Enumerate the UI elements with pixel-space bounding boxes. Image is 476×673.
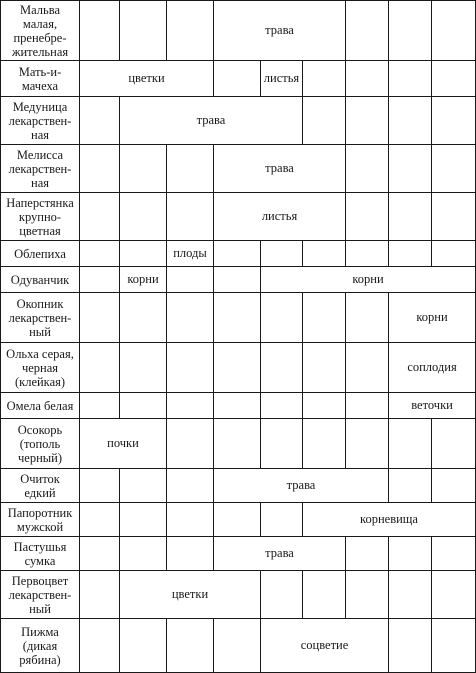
empty-cell: [80, 241, 120, 267]
table-row: [1, 193, 476, 241]
empty-cell: [167, 193, 214, 241]
empty-cell: [120, 343, 167, 393]
empty-cell: [261, 241, 303, 267]
empty-cell: [214, 619, 261, 673]
empty-cell: [432, 1, 476, 61]
empty-cell: [214, 503, 261, 537]
table-row: [1, 393, 476, 419]
plant-part-cell: листья: [261, 61, 303, 97]
empty-cell: [261, 393, 303, 419]
empty-cell: [80, 537, 120, 571]
table-row: [1, 419, 476, 469]
empty-cell: [214, 393, 261, 419]
plant-part-cell: корневища: [303, 503, 476, 537]
empty-cell: [167, 419, 214, 469]
empty-cell: [303, 571, 346, 619]
empty-cell: [346, 343, 389, 393]
empty-cell: [389, 193, 432, 241]
plant-name-cell: Одуванчик: [1, 267, 80, 293]
empty-cell: [80, 193, 120, 241]
empty-cell: [432, 241, 476, 267]
empty-cell: [80, 393, 120, 419]
empty-cell: [214, 343, 261, 393]
plant-name-cell: Омела белая: [1, 393, 80, 419]
empty-cell: [303, 97, 346, 145]
empty-cell: [346, 393, 389, 419]
plant-name-cell: Наперстянка крупно- цветная: [1, 193, 80, 241]
plant-name-cell: Мелисса лекарствен- ная: [1, 145, 80, 193]
empty-cell: [167, 503, 214, 537]
empty-cell: [389, 1, 432, 61]
plant-name-cell: Папоротник мужской: [1, 503, 80, 537]
plant-name-cell: Пастушья сумка: [1, 537, 80, 571]
empty-cell: [80, 503, 120, 537]
table-row: [1, 503, 476, 537]
plant-part-cell: цветки: [120, 571, 261, 619]
empty-cell: [432, 419, 476, 469]
empty-cell: [432, 469, 476, 503]
empty-cell: [303, 241, 346, 267]
empty-cell: [389, 571, 432, 619]
empty-cell: [389, 145, 432, 193]
plant-part-cell: корни: [261, 267, 476, 293]
empty-cell: [167, 267, 214, 293]
plant-name-cell: Ольха серая, черная (клейкая): [1, 343, 80, 393]
empty-cell: [167, 343, 214, 393]
plant-name-cell: Первоцвет лекарствен- ный: [1, 571, 80, 619]
empty-cell: [261, 343, 303, 393]
empty-cell: [167, 293, 214, 343]
empty-cell: [432, 537, 476, 571]
empty-cell: [261, 571, 303, 619]
empty-cell: [120, 537, 167, 571]
plant-name-cell: Окопник лекарствен- ный: [1, 293, 80, 343]
plant-part-cell: цветки: [80, 61, 214, 97]
empty-cell: [120, 1, 167, 61]
plant-part-cell: трава: [120, 97, 303, 145]
table-row: [1, 343, 476, 393]
table-row: [1, 1, 476, 61]
empty-cell: [80, 1, 120, 61]
empty-cell: [214, 241, 261, 267]
empty-cell: [80, 469, 120, 503]
empty-cell: [303, 293, 346, 343]
plant-name-cell: Пижма (дикая рябина): [1, 619, 80, 673]
empty-cell: [432, 145, 476, 193]
table-row: [1, 571, 476, 619]
empty-cell: [120, 503, 167, 537]
empty-cell: [303, 61, 346, 97]
empty-cell: [167, 469, 214, 503]
empty-cell: [346, 419, 389, 469]
empty-cell: [389, 61, 432, 97]
empty-cell: [80, 97, 120, 145]
plant-name-cell: Облепиха: [1, 241, 80, 267]
empty-cell: [346, 293, 389, 343]
plant-name-cell: Медуница лекарствен- ная: [1, 97, 80, 145]
plant-part-cell: корни: [120, 267, 167, 293]
table-row: [1, 267, 476, 293]
empty-cell: [214, 293, 261, 343]
table-body: [1, 1, 476, 673]
empty-cell: [389, 419, 432, 469]
empty-cell: [346, 145, 389, 193]
empty-cell: [303, 393, 346, 419]
empty-cell: [120, 145, 167, 193]
plant-part-cell: трава: [214, 537, 346, 571]
empty-cell: [167, 145, 214, 193]
table-row: [1, 293, 476, 343]
table-row: [1, 61, 476, 97]
empty-cell: [389, 241, 432, 267]
empty-cell: [346, 1, 389, 61]
empty-cell: [432, 619, 476, 673]
empty-cell: [167, 1, 214, 61]
empty-cell: [389, 619, 432, 673]
empty-cell: [303, 343, 346, 393]
empty-cell: [346, 241, 389, 267]
empty-cell: [80, 343, 120, 393]
table-row: [1, 145, 476, 193]
plant-part-cell: трава: [214, 469, 389, 503]
empty-cell: [167, 537, 214, 571]
plant-part-cell: соцветие: [261, 619, 389, 673]
empty-cell: [214, 61, 261, 97]
empty-cell: [80, 571, 120, 619]
plant-name-cell: Очиток едкий: [1, 469, 80, 503]
empty-cell: [261, 419, 303, 469]
empty-cell: [346, 61, 389, 97]
empty-cell: [120, 469, 167, 503]
empty-cell: [346, 193, 389, 241]
empty-cell: [389, 537, 432, 571]
empty-cell: [120, 293, 167, 343]
table-row: [1, 97, 476, 145]
empty-cell: [80, 267, 120, 293]
empty-cell: [389, 97, 432, 145]
empty-cell: [120, 393, 167, 419]
plant-part-cell: веточки: [389, 393, 476, 419]
empty-cell: [214, 419, 261, 469]
plant-part-cell: плоды: [167, 241, 214, 267]
table-row: [1, 619, 476, 673]
plant-part-cell: трава: [214, 1, 346, 61]
empty-cell: [120, 193, 167, 241]
empty-cell: [167, 619, 214, 673]
empty-cell: [80, 145, 120, 193]
empty-cell: [120, 241, 167, 267]
table-row: [1, 537, 476, 571]
empty-cell: [167, 393, 214, 419]
empty-cell: [432, 61, 476, 97]
plant-part-cell: листья: [214, 193, 346, 241]
empty-cell: [432, 571, 476, 619]
plant-part-cell: трава: [214, 145, 346, 193]
empty-cell: [120, 619, 167, 673]
empty-cell: [80, 619, 120, 673]
empty-cell: [346, 537, 389, 571]
empty-cell: [346, 97, 389, 145]
empty-cell: [80, 293, 120, 343]
empty-cell: [261, 503, 303, 537]
empty-cell: [432, 97, 476, 145]
empty-cell: [346, 571, 389, 619]
empty-cell: [214, 267, 261, 293]
empty-cell: [303, 419, 346, 469]
plant-part-cell: соплодия: [389, 343, 476, 393]
table-row: [1, 241, 476, 267]
plant-part-cell: почки: [80, 419, 167, 469]
plant-part-cell: корни: [389, 293, 476, 343]
empty-cell: [261, 293, 303, 343]
empty-cell: [432, 193, 476, 241]
plant-name-cell: Мать-и- мачеха: [1, 61, 80, 97]
plant-name-cell: Мальва малая, пренебре- жительная: [1, 1, 80, 61]
table-row: [1, 469, 476, 503]
empty-cell: [389, 469, 432, 503]
plant-name-cell: Осокорь (тополь черный): [1, 419, 80, 469]
